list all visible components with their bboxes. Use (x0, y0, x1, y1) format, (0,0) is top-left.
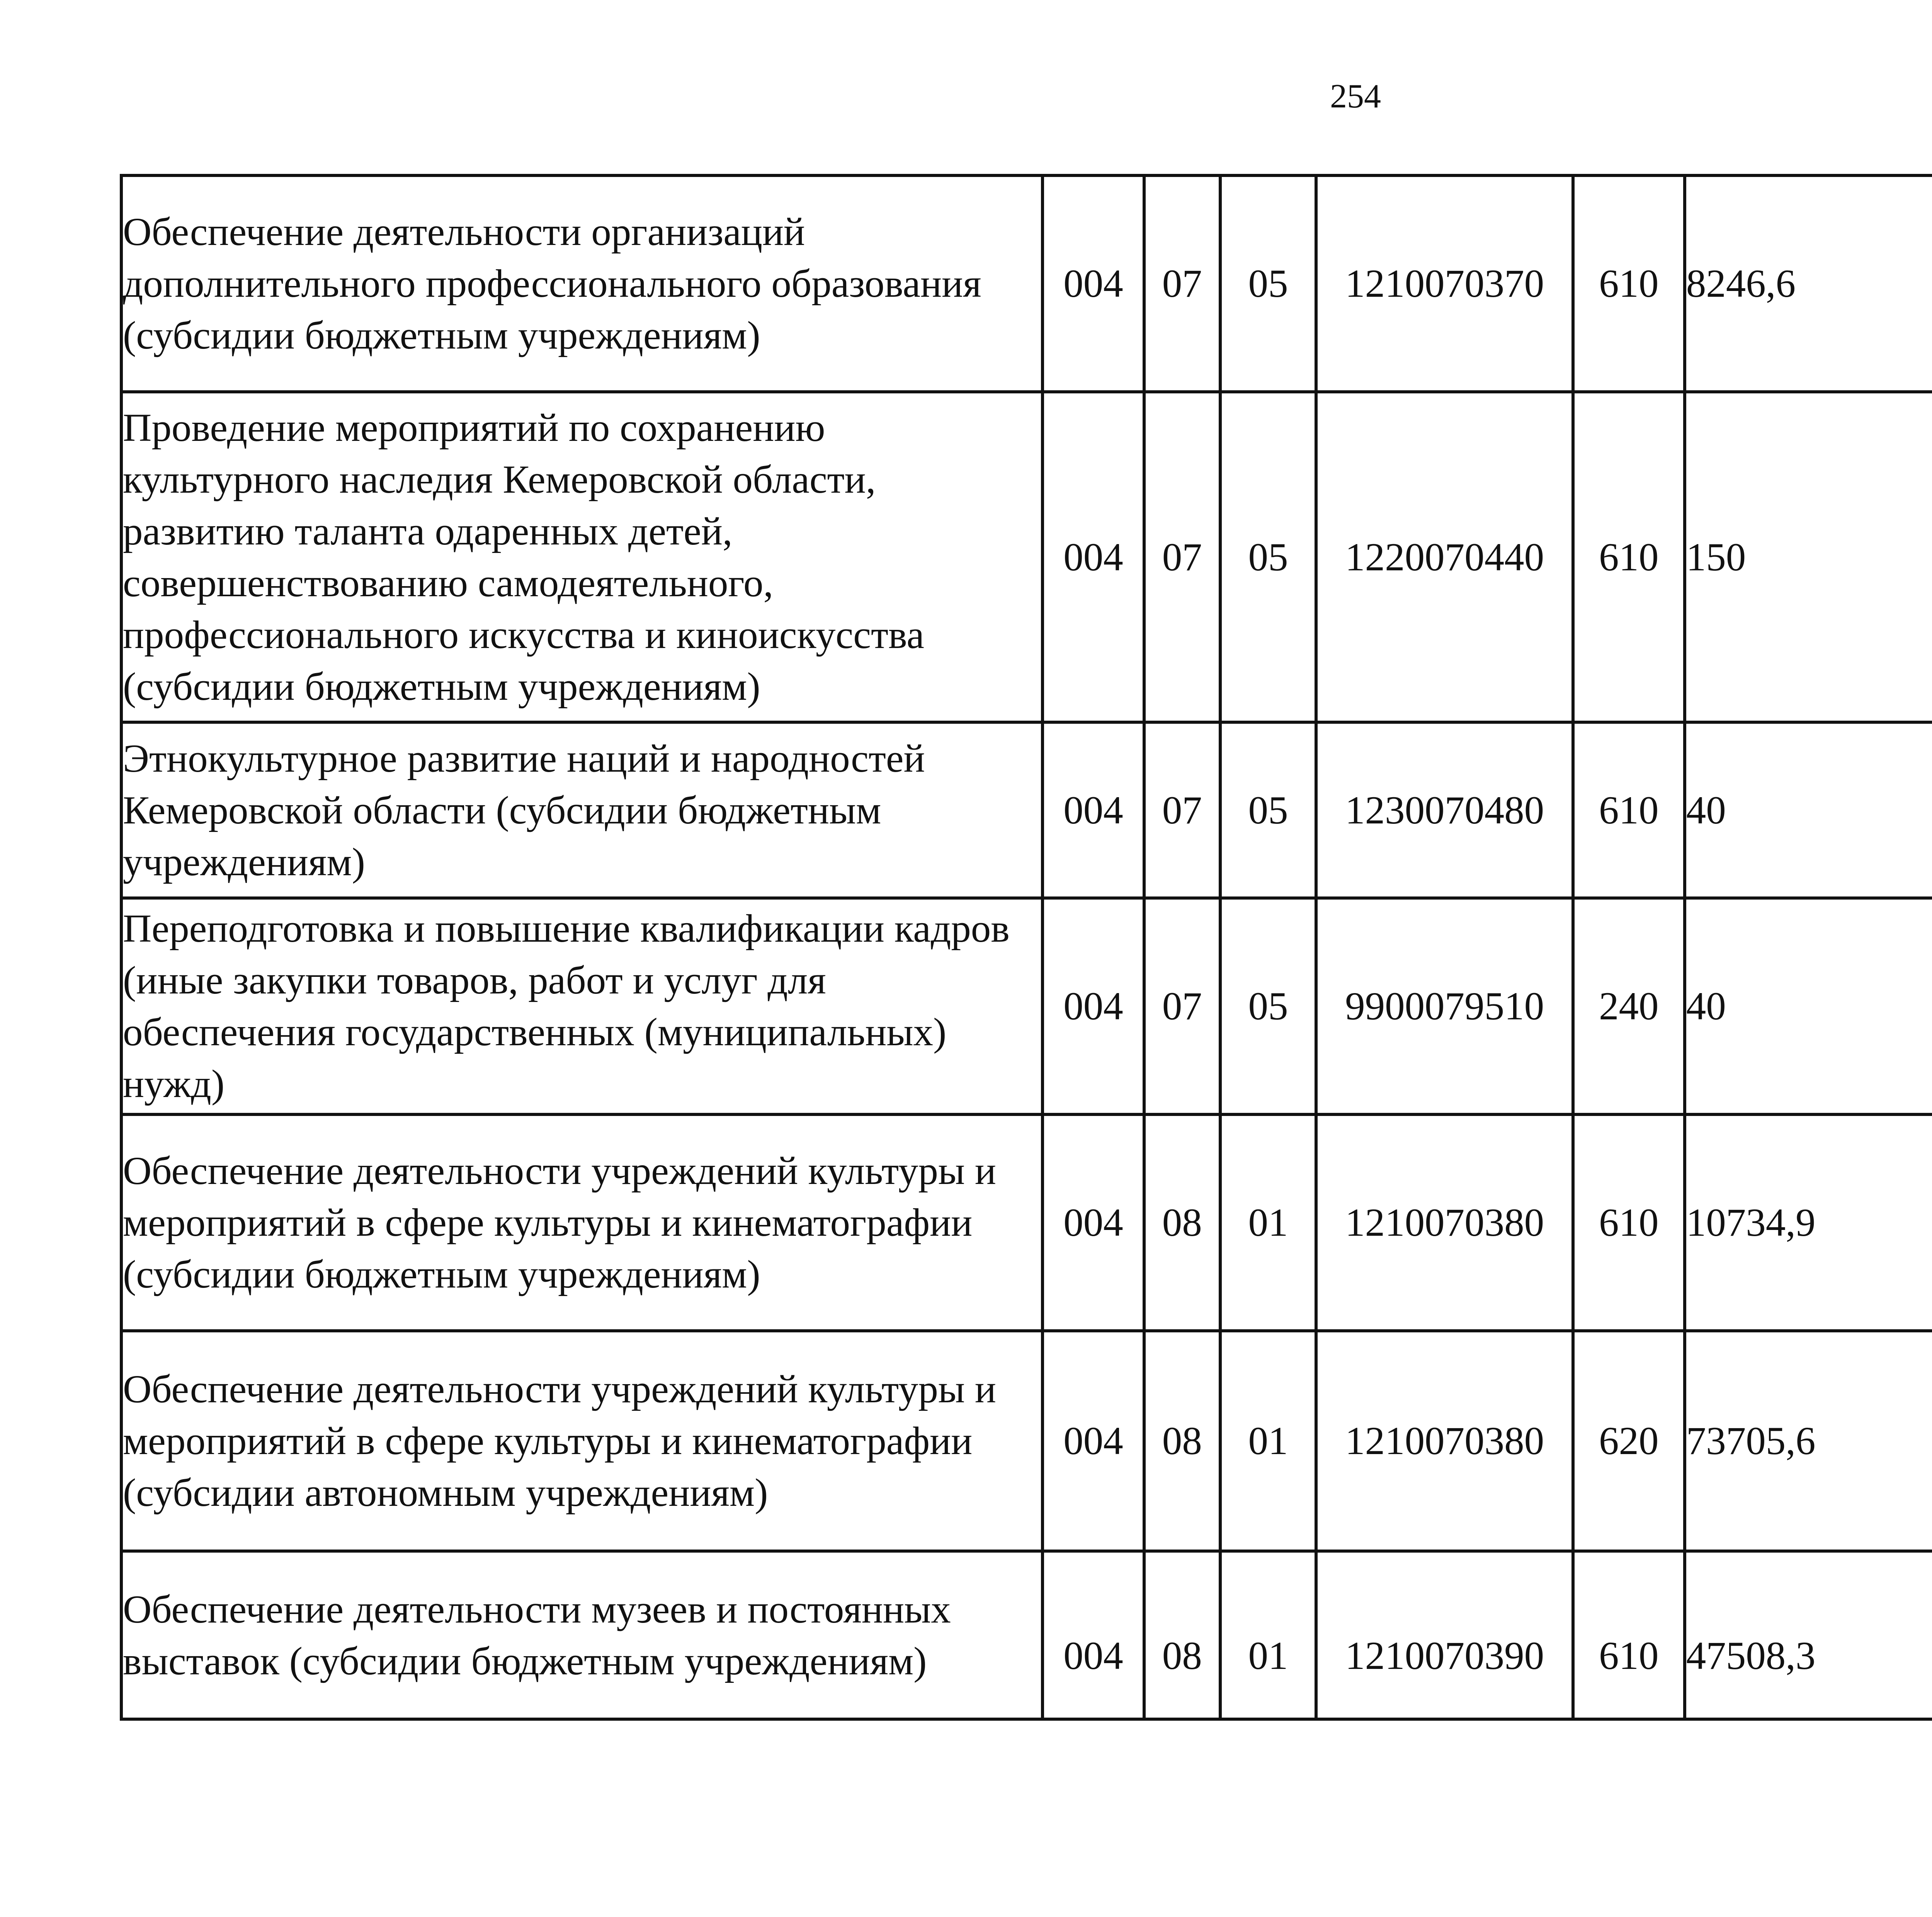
row-description: Обеспечение деятельности музеев и постоянных выставок (субсидии бюджетным учреждениям) (121, 1551, 1043, 1719)
target-article-code: 1210070370 (1316, 175, 1573, 392)
expense-type-code: 620 (1573, 1331, 1685, 1551)
amount-1: 73705,6 (1685, 1331, 1932, 1551)
subsection-code: 05 (1220, 392, 1316, 722)
table-row (121, 392, 1932, 722)
target-article-code: 1220070440 (1316, 392, 1573, 722)
row-description: Обеспечение деятельности учреждений культуры и мероприятий в сфере культуры и кинематографии (субсидии бюджетным учреждениям) (121, 1114, 1043, 1331)
table-row (121, 898, 1932, 1114)
subsection-code: 05 (1220, 175, 1316, 392)
target-article-code: 1210070380 (1316, 1331, 1573, 1551)
expense-type-code: 610 (1573, 1114, 1685, 1331)
row-description: Проведение мероприятий по сохранению культурного наследия Кемеровской области, развитию таланта одаренных детей, совершенствованию самодеятельного, профессионального искусства и киноискусства (субсидии бюджетным учреждениям) (121, 392, 1043, 722)
table-row (121, 1331, 1932, 1551)
target-article-code: 1230070480 (1316, 722, 1573, 898)
ved-code: 004 (1043, 175, 1144, 392)
ved-code: 004 (1043, 898, 1144, 1114)
amount-1: 47508,3 (1685, 1551, 1932, 1719)
subsection-code: 01 (1220, 1551, 1316, 1719)
target-article-code: 9900079510 (1316, 898, 1573, 1114)
amount-1: 10734,9 (1685, 1114, 1932, 1331)
expense-type-code: 610 (1573, 392, 1685, 722)
ved-code: 004 (1043, 1331, 1144, 1551)
section-code: 08 (1144, 1551, 1220, 1719)
target-article-code: 1210070390 (1316, 1551, 1573, 1719)
row-description: Этнокультурное развитие наций и народностей Кемеровской области (субсидии бюджетным учреждениям) (121, 722, 1043, 898)
ved-code: 004 (1043, 722, 1144, 898)
amount-1: 40 (1685, 898, 1932, 1114)
subsection-code: 05 (1220, 898, 1316, 1114)
section-code: 08 (1144, 1331, 1220, 1551)
amount-1: 150 (1685, 392, 1932, 722)
table-row (121, 1551, 1932, 1719)
expense-type-code: 610 (1573, 175, 1685, 392)
subsection-code: 01 (1220, 1331, 1316, 1551)
target-article-code: 1210070380 (1316, 1114, 1573, 1331)
section-code: 08 (1144, 1114, 1220, 1331)
subsection-code: 01 (1220, 1114, 1316, 1331)
expense-type-code: 610 (1573, 722, 1685, 898)
ved-code: 004 (1043, 1551, 1144, 1719)
ved-code: 004 (1043, 392, 1144, 722)
row-description: Обеспечение деятельности учреждений культуры и мероприятий в сфере культуры и кинематографии (субсидии автономным учреждениям) (121, 1331, 1043, 1551)
amount-1: 8246,6 (1685, 175, 1932, 392)
expense-type-code: 610 (1573, 1551, 1685, 1719)
section-code: 07 (1144, 175, 1220, 392)
budget-table (120, 174, 1932, 1721)
section-code: 07 (1144, 898, 1220, 1114)
expense-type-code: 240 (1573, 898, 1685, 1114)
amount-1: 40 (1685, 722, 1932, 898)
row-description: Обеспечение деятельности организаций дополнительного профессионального образования (субсидии бюджетным учреждениям) (121, 175, 1043, 392)
table-row (121, 175, 1932, 392)
page-number: 254 (1330, 78, 1381, 115)
ved-code: 004 (1043, 1114, 1144, 1331)
table-row (121, 1114, 1932, 1331)
subsection-code: 05 (1220, 722, 1316, 898)
table-row (121, 722, 1932, 898)
row-description: Переподготовка и повышение квалификации кадров (иные закупки товаров, работ и услуг для обеспечения государственных (муниципальных) нужд) (121, 898, 1043, 1114)
section-code: 07 (1144, 722, 1220, 898)
section-code: 07 (1144, 392, 1220, 722)
